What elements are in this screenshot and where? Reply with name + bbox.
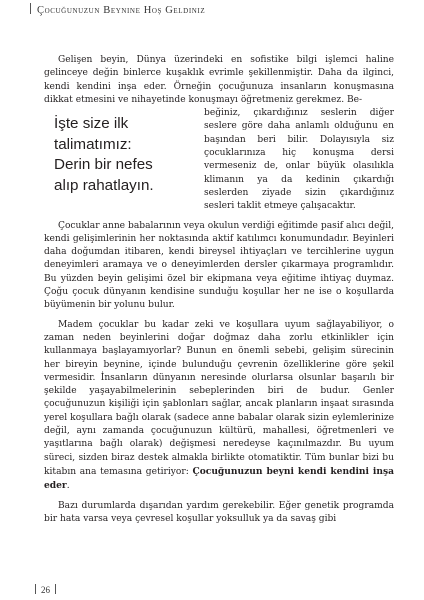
running-head	[30, 3, 205, 16]
paragraph-3-end: .	[66, 481, 70, 492]
body-text	[44, 54, 394, 526]
pullquote	[44, 107, 192, 213]
pullquote-line: talimatımız:	[54, 135, 132, 153]
page-number: 26	[41, 585, 50, 595]
footer-divider-left	[35, 584, 36, 594]
header-divider	[30, 3, 31, 14]
pullquote-line: alıp rahatlayın.	[54, 176, 154, 194]
key-theme-phrase: Çocuğunuzun beyni kendi kendini inşa eder	[44, 465, 394, 492]
paragraph-3	[44, 319, 394, 494]
paragraph-1-continued: beğiniz, çıkardığınız seslerin diğer seslere göre daha anlamlı olduğunu en başından beri bilir. Dolayısıyla siz çocuklarınıza hiç konuşma dersi vermeseniz de, onlar büyük olasılıkla klimanın ya da kedinin çıkardığı seslerden ziyade sizin çıkardığınız sesleri taklit etmeye çalışacaktır.	[204, 108, 394, 212]
pullquote-wrap	[44, 107, 394, 213]
wrap-column	[204, 107, 394, 213]
page-footer	[30, 584, 61, 595]
paragraph-1: Gelişen beyin, Dünya üzerindeki en sofistike bilgi işlemci haline gelinceye değin binlerce kuşaklık evrimle şekillenmiştir. Daha da ilginci, kendi kendini inşa eder. Örneğin çocuğunuza insanların konuşmasına dikkat etmesini ve nihayetinde konuşmayı öğretmeniz gerekmez. Be-	[44, 55, 394, 105]
paragraph-3-text: Madem çocuklar bu kadar zeki ve koşullara uyum sağlayabiliyor, o zaman neden beyinlerini doğar doğmaz daha zorlu etkinlikler için kullanmaya başlayamıyorlar? Bunun en önemli sebebi, gelişim sürecinin her bireyin beynine, içinde bulunduğu çevrenin özelliklerine göre şekil vermesidir. İnsanların dünyanın neresinde olurlarsa olsunlar başarılı bir şekilde yaşayabilmelerinin sebeplerinden biri de budur. Genler çocuğunuzun kişiliği için şablonları sağlar, ancak planların inşaat sırasında yerel koşullara bağlı olarak (sadece anne babalar olarak sizin eylemlerinize değil, aynı zamanda çocuğunuzun kültürü, mahallesi, öğretmenleri ve yaşıtlarına bağlı olarak) değişmesi neredeyse kaçınılmazdır. Bu uyum süreci, sizden biraz destek almakla birlikte otomatiktir. Tüm bunlar bizi bu kitabın ana temasına getiriyor:	[44, 319, 394, 477]
footer-divider-right	[55, 584, 56, 594]
paragraph-4: Bazı durumlarda dışarıdan yardım gerekebilir. Eğer genetik programda bir hata varsa veya çevresel koşullar yoksulluk ya da savaş gibi	[44, 500, 394, 524]
pullquote-line: İşte size ilk	[54, 115, 129, 133]
running-title: Çocuğunuzun Beynine Hoş Geldiniz	[37, 5, 206, 16]
pullquote-line: Derin bir nefes	[54, 156, 153, 174]
paragraph-2: Çocuklar anne babalarının veya okulun verdiği eğitimde pasif alıcı değil, kendi gelişimlerinin her noktasında aktif katılımcı konumundadır. Beyinleri daha doğumdan itibaren, kendi bireysel ihtiyaçları ve tercihlerine uygun deneyimleri aramaya ve o deneyimlerden dersler çıkarmaya programlıdır. Bu yüzden beyin gelişimi özel bir ekipmana veya eğitime ihtiyaç duymaz. Çoğu çocuk dünyanın kendisine sunduğu koşullar her ne ise o koşullarda büyümenin bir yolunu bulur.	[44, 220, 394, 311]
